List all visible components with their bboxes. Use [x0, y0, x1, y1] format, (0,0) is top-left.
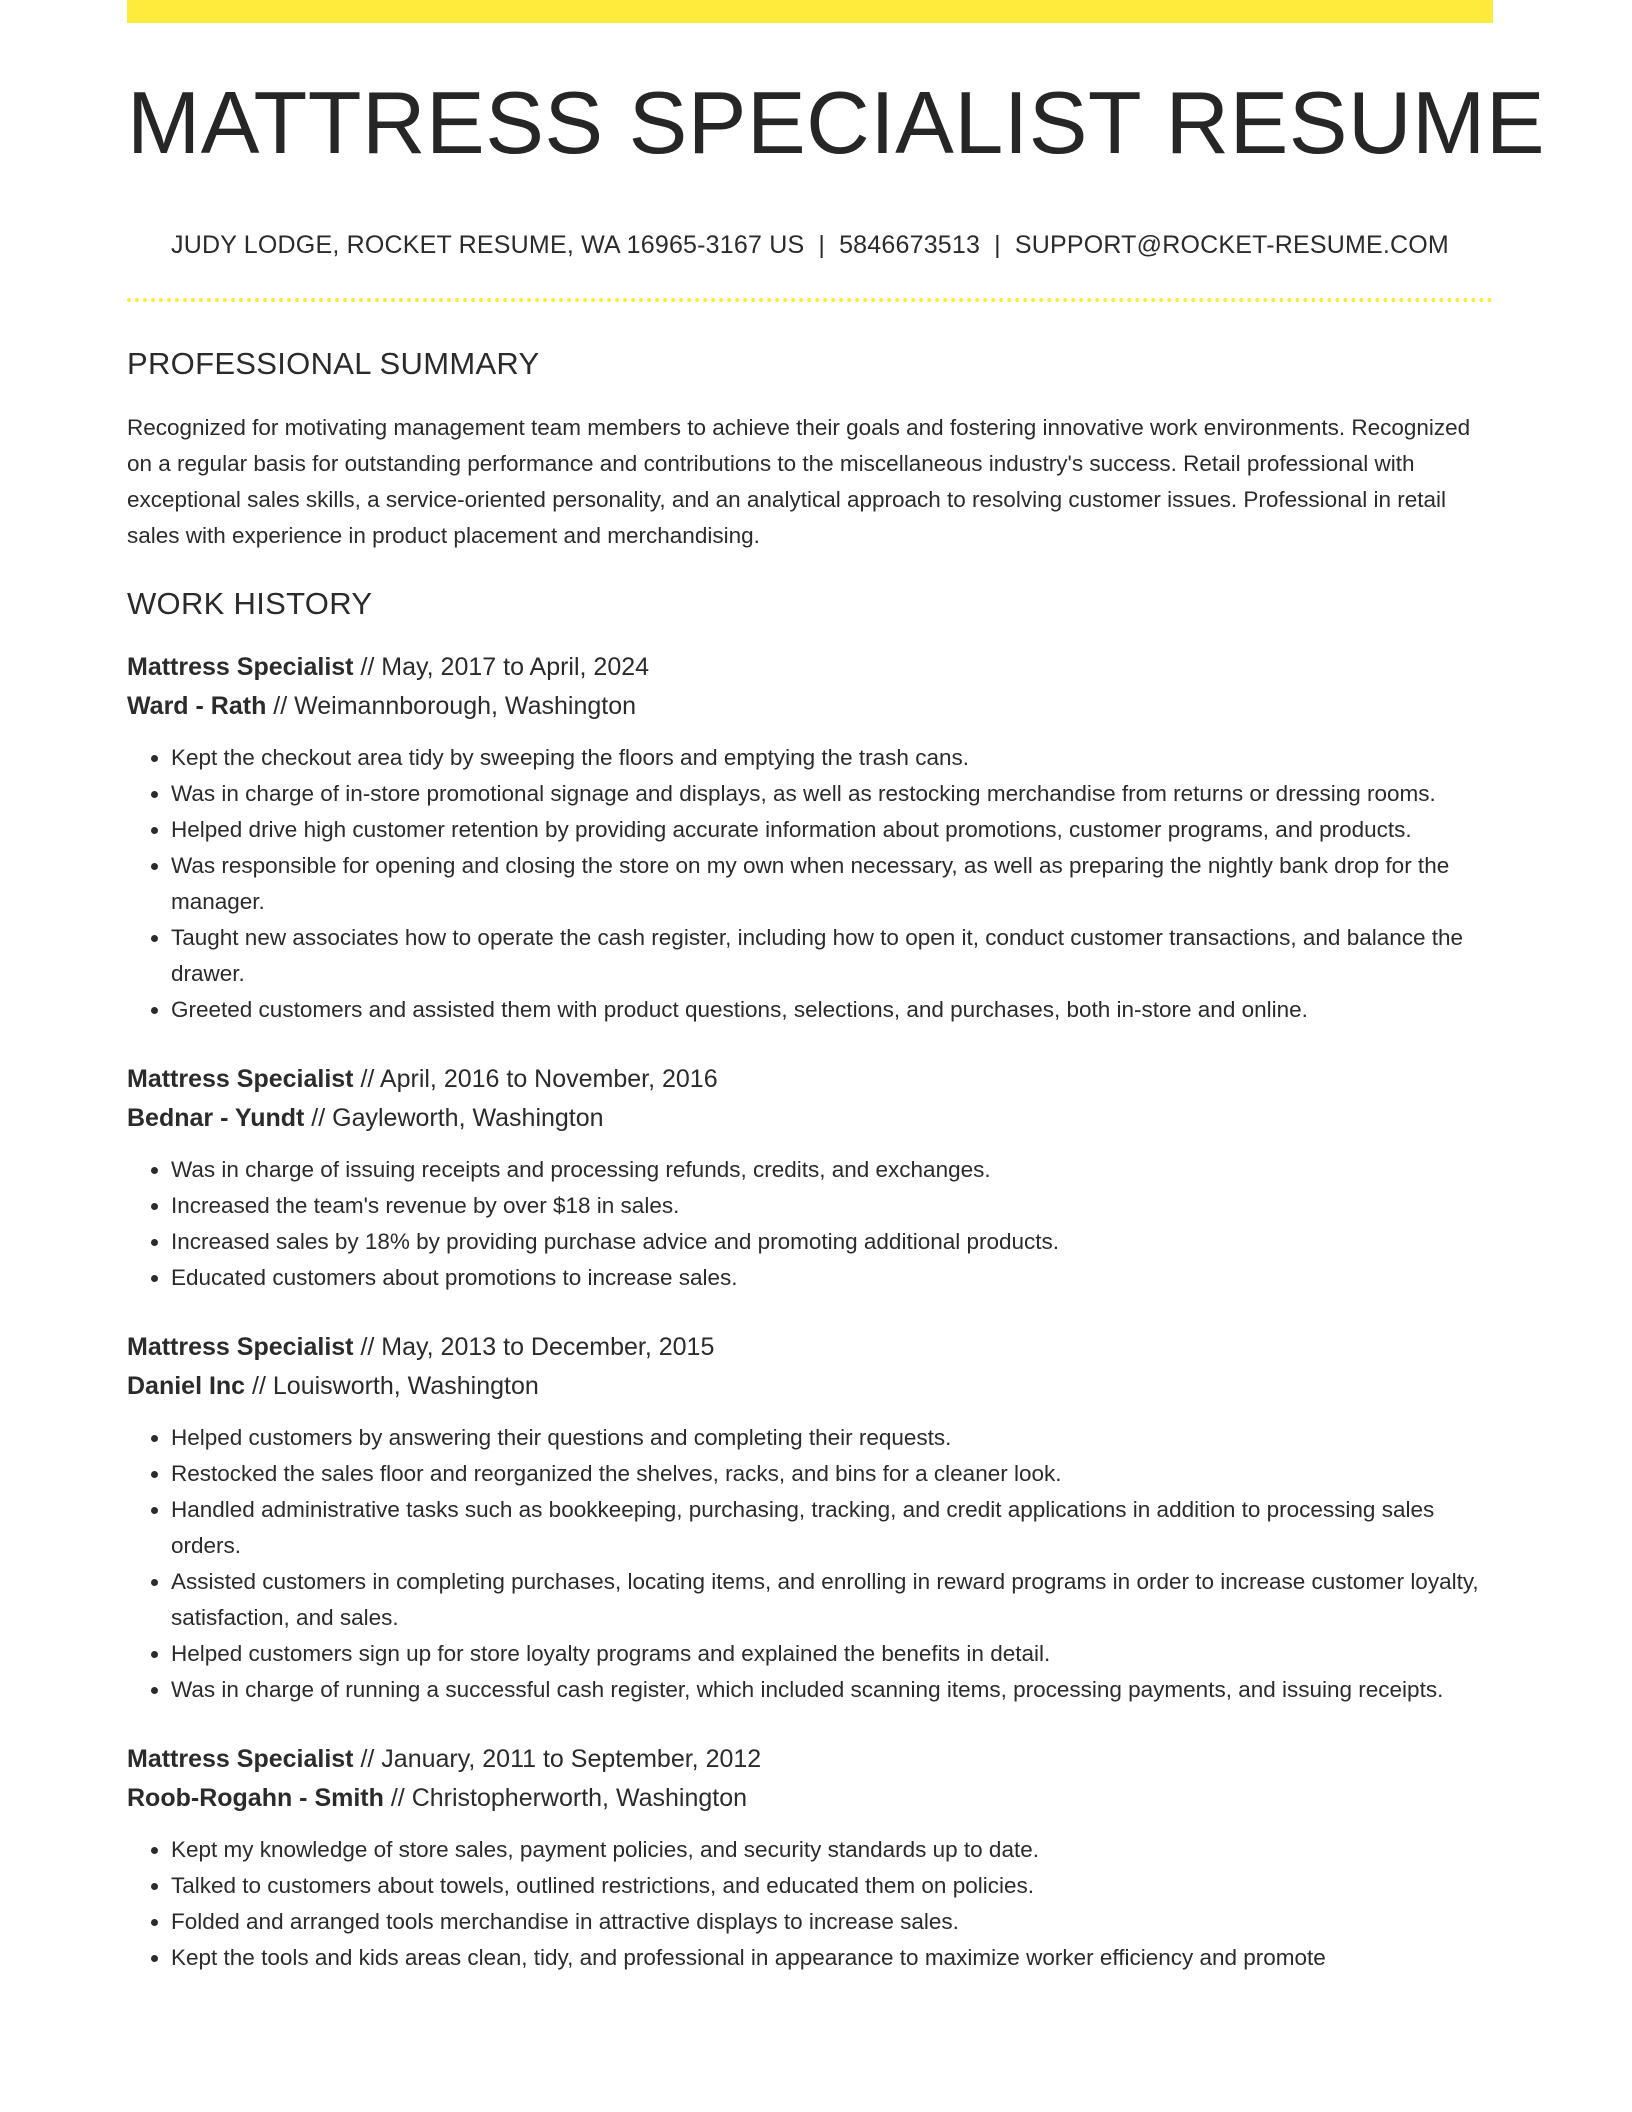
job-entry — [127, 648, 1493, 1028]
contact-phone: 5846673513 — [839, 231, 981, 259]
resume-page — [127, 0, 1546, 1976]
job-bullets — [127, 1832, 1493, 1976]
bullet-item: • Folded and arranged tools merchandise in attractive displays to increase sales. — [171, 1904, 1493, 1940]
bullet-item: • Restocked the sales floor and reorganized the shelves, racks, and bins for a cleaner look. — [171, 1456, 1493, 1492]
contact-separator: | — [818, 231, 826, 259]
job-entry — [127, 1328, 1493, 1708]
work-history-heading: WORK HISTORY — [127, 586, 373, 621]
job-title: Mattress Specialist — [127, 653, 354, 681]
dotted-divider — [127, 298, 1493, 302]
contact-line — [127, 231, 1493, 260]
job-company-line — [127, 1099, 1493, 1138]
bullet-item: • Greeted customers and assisted them with product questions, selections, and purchases, both in-store and online. — [171, 992, 1493, 1028]
job-dates: // April, 2016 to November, 2016 — [360, 1065, 718, 1093]
job-bullets — [127, 1152, 1493, 1296]
job-title-line — [127, 648, 1493, 687]
bullet-item: • Kept the tools and kids areas clean, tidy, and professional in appearance to maximize worker efficiency and promote — [171, 1940, 1493, 1976]
job-company: Daniel Inc — [127, 1372, 246, 1400]
job-location: // Louisworth, Washington — [252, 1372, 539, 1400]
job-dates: // January, 2011 to September, 2012 — [360, 1745, 762, 1773]
job-title-line — [127, 1060, 1493, 1099]
bullet-item: • Helped customers sign up for store loyalty programs and explained the benefits in detail. — [171, 1636, 1493, 1672]
job-title-line — [127, 1740, 1493, 1779]
resume-title: MATTRESS SPECIALIST RESUME — [127, 73, 1546, 172]
job-company: Roob-Rogahn - Smith — [127, 1784, 384, 1812]
job-company-line — [127, 687, 1493, 726]
job-company-line — [127, 1779, 1493, 1818]
bullet-item: • Helped customers by answering their questions and completing their requests. — [171, 1420, 1493, 1456]
job-title: Mattress Specialist — [127, 1065, 354, 1093]
job-title-line — [127, 1328, 1493, 1367]
job-entry — [127, 1740, 1493, 1976]
summary-text: Recognized for motivating management team members to achieve their goals and fostering innovative work environments. Recognized on a regular basis for outstanding performance and contributions to the miscellaneous industry's success. Retail professional with exceptional sales skills, a service-oriented personality, and an analytical approach to resolving customer issues. Professional in retail sales with experience in product placement and merchandising. — [127, 415, 1471, 548]
job-dates: // May, 2013 to December, 2015 — [360, 1333, 715, 1361]
bullet-item: • Handled administrative tasks such as bookkeeping, purchasing, tracking, and credit applications in addition to processing sales orders. — [171, 1492, 1493, 1564]
job-location: // Gayleworth, Washington — [311, 1104, 604, 1132]
job-location: // Weimannborough, Washington — [273, 692, 637, 720]
job-location: // Christopherworth, Washington — [390, 1784, 748, 1812]
bullet-item: • Was in charge of issuing receipts and processing refunds, credits, and exchanges. — [171, 1152, 1493, 1188]
bullet-item: • Kept my knowledge of store sales, payment policies, and security standards up to date. — [171, 1832, 1493, 1868]
bullet-item: • Increased the team's revenue by over $18 in sales. — [171, 1188, 1493, 1224]
contact-email: SUPPORT@ROCKET-RESUME.COM — [1014, 231, 1449, 259]
job-entry — [127, 1060, 1493, 1296]
job-company: Ward - Rath — [127, 692, 267, 720]
bullet-item: • Kept the checkout area tidy by sweeping the floors and emptying the trash cans. — [171, 740, 1493, 776]
bullet-item: • Increased sales by 18% by providing purchase advice and promoting additional products. — [171, 1224, 1493, 1260]
bullet-item: • Talked to customers about towels, outlined restrictions, and educated them on policies. — [171, 1868, 1493, 1904]
job-company: Bednar - Yundt — [127, 1104, 305, 1132]
job-list — [127, 648, 1493, 1976]
contact-separator: | — [994, 231, 1001, 259]
contact-address: JUDY LODGE, ROCKET RESUME, WA 16965-3167 US — [171, 231, 805, 259]
bullet-item: • Educated customers about promotions to increase sales. — [171, 1260, 1493, 1296]
bullet-item: • Was in charge of in-store promotional signage and displays, as well as restocking merchandise from returns or dressing rooms. — [171, 776, 1493, 812]
job-bullets — [127, 1420, 1493, 1708]
job-title: Mattress Specialist — [127, 1333, 354, 1361]
job-title: Mattress Specialist — [127, 1745, 354, 1773]
summary-heading: PROFESSIONAL SUMMARY — [127, 346, 540, 381]
job-company-line — [127, 1367, 1493, 1406]
bullet-item: • Assisted customers in completing purchases, locating items, and enrolling in reward programs in order to increase customer loyalty, satisfaction, and sales. — [171, 1564, 1493, 1636]
bullet-item: • Was in charge of running a successful cash register, which included scanning items, processing payments, and issuing receipts. — [171, 1672, 1493, 1708]
bullet-item: • Taught new associates how to operate the cash register, including how to open it, conduct customer transactions, and balance the drawer. — [171, 920, 1493, 992]
bullet-item: • Was responsible for opening and closing the store on my own when necessary, as well as preparing the nightly bank drop for the manager. — [171, 848, 1493, 920]
job-dates: // May, 2017 to April, 2024 — [360, 653, 650, 681]
accent-top-bar — [127, 0, 1493, 23]
job-bullets — [127, 740, 1493, 1028]
bullet-item: • Helped drive high customer retention by providing accurate information about promotions, customer programs, and products. — [171, 812, 1493, 848]
